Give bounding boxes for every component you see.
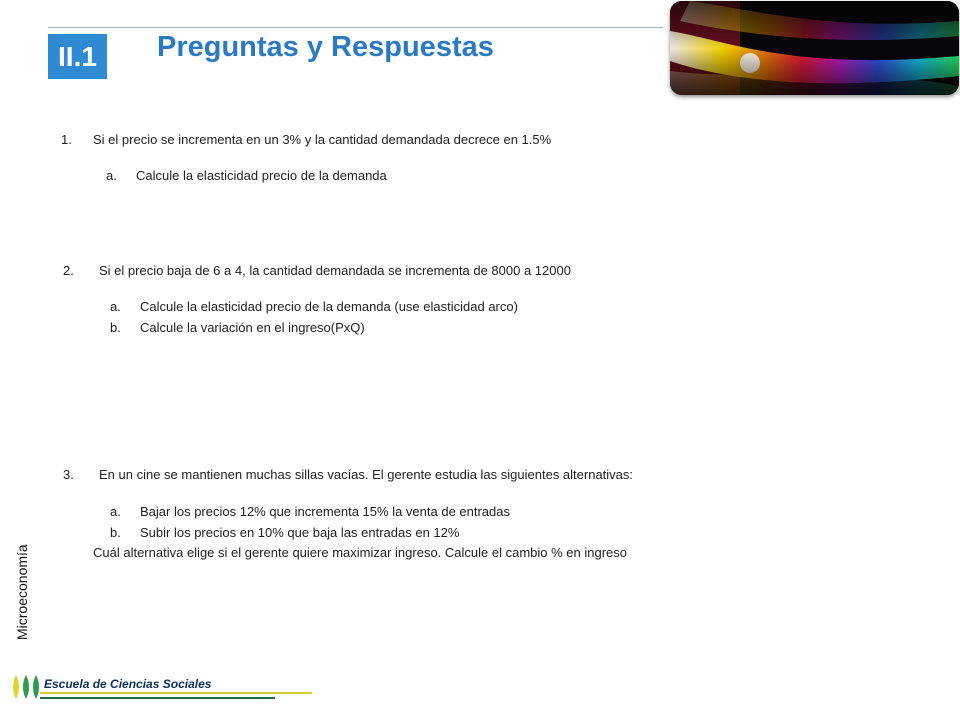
page-title: Preguntas y Respuestas: [157, 31, 494, 63]
question-number: 1.: [61, 132, 72, 147]
school-logo-icon: [12, 672, 42, 707]
question-number: 2.: [63, 263, 74, 278]
question-2-item-b: [110, 319, 365, 337]
item-letter: b.: [110, 525, 121, 540]
question-text: Si el precio se incrementa en un 3% y la cantidad demandada decrece en 1.5%: [93, 132, 552, 147]
question-text: Si el precio baja de 6 a 4, la cantidad demandada se incrementa de 8000 a 12000: [99, 263, 571, 278]
item-letter: a.: [110, 504, 121, 519]
item-text: Calcule la elasticidad precio de la demanda: [136, 168, 387, 183]
question-3: [63, 466, 633, 484]
item-text: Calcule la variación en el ingreso(PxQ): [140, 320, 365, 335]
item-letter: a.: [110, 299, 121, 314]
top-divider: [48, 27, 663, 28]
hero-image: [670, 1, 959, 95]
footer-rule-yellow: [40, 692, 312, 694]
footer-rule-green: [40, 697, 275, 699]
question-text: En un cine se mantienen muchas sillas vacías. El gerente estudia las siguientes alternativas:: [99, 467, 634, 482]
item-text: Calcule la elasticidad precio de la demanda (use elasticidad arco): [140, 299, 518, 314]
question-3-item-b: [110, 524, 459, 542]
sidebar-label: Microeconomía: [14, 544, 30, 640]
question-3-item-a: [110, 503, 510, 521]
question-2-item-a: [110, 298, 518, 316]
section-badge: II.1: [48, 34, 107, 79]
question-2: [63, 262, 571, 280]
item-letter: a.: [106, 168, 117, 183]
question-1: [61, 131, 551, 149]
item-text: Subir los precios en 10% que baja las entradas en 12%: [140, 525, 460, 540]
school-name: Escuela de Ciencias Sociales: [44, 677, 212, 691]
question-1-item-a: [106, 167, 387, 185]
question-3-note: Cuál alternativa elige si el gerente quiere maximizar ingreso. Calcule el cambio % en ingreso: [93, 545, 627, 560]
item-text: Bajar los precios 12% que incrementa 15% la venta de entradas: [140, 504, 510, 519]
question-number: 3.: [63, 467, 74, 482]
item-letter: b.: [110, 320, 121, 335]
